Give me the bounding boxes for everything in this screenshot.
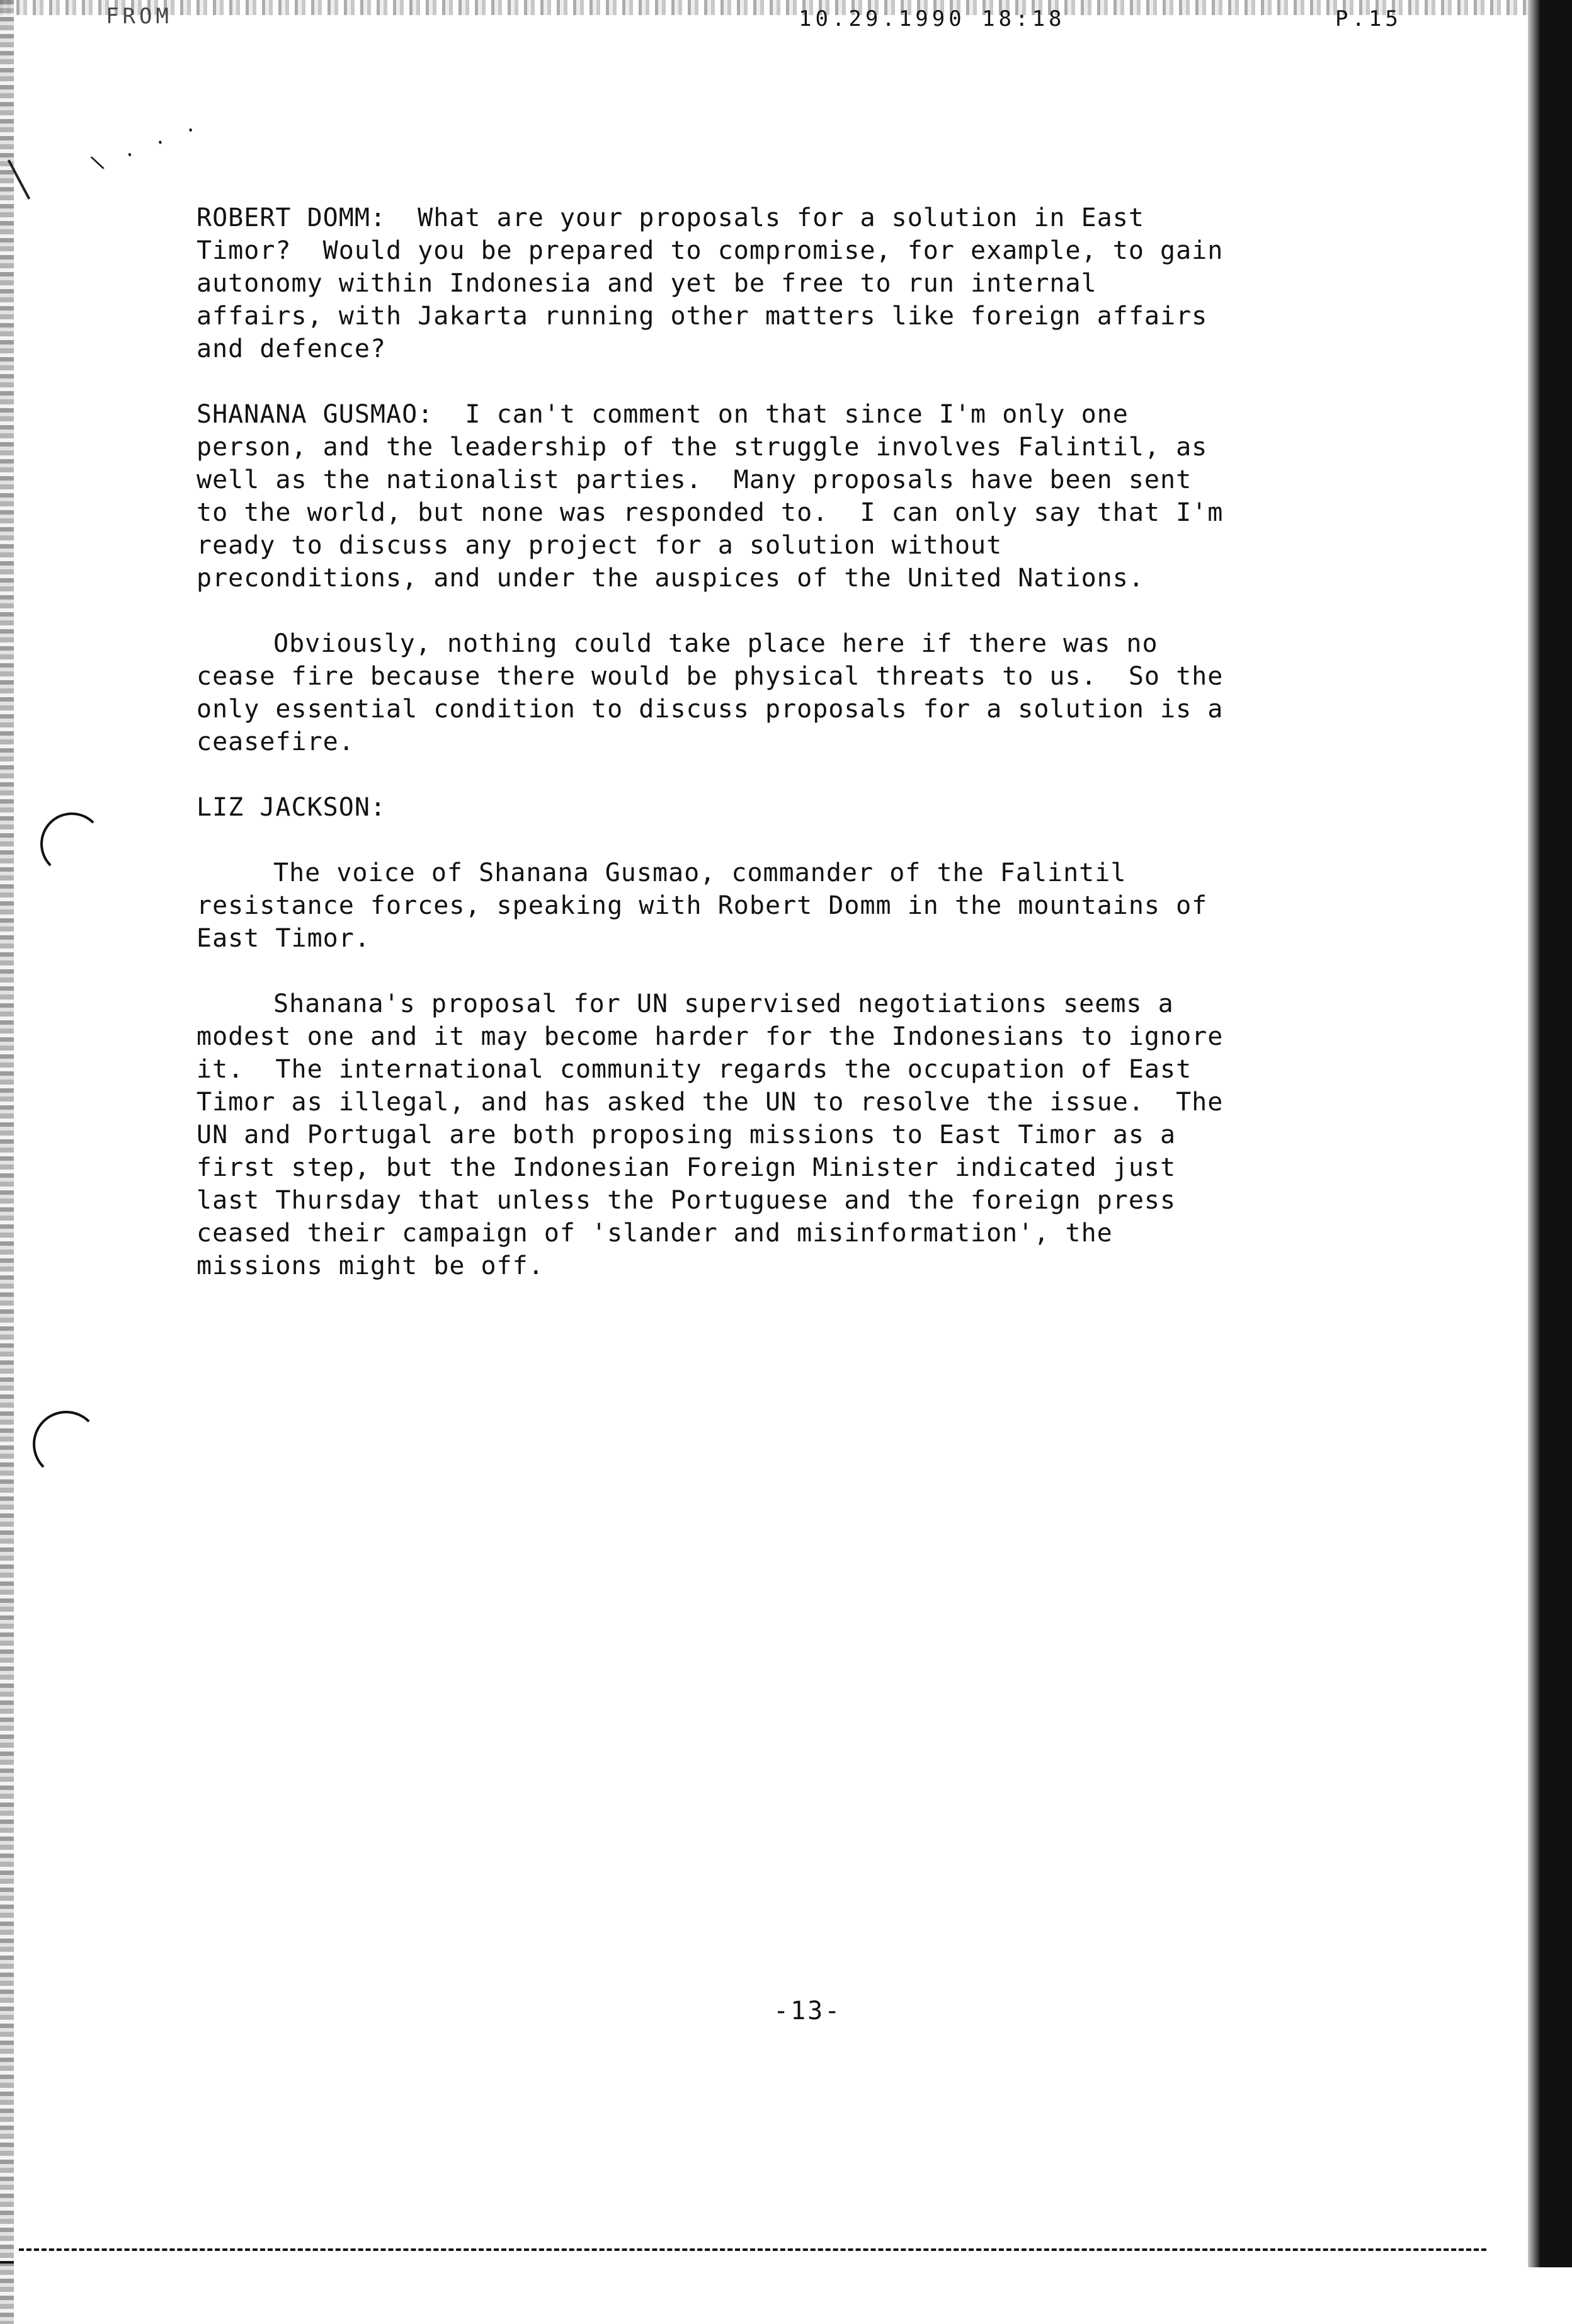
fax-header-date-time: 10.29.1990 18:18 xyxy=(799,6,1066,31)
speaker-label: SHANANA GUSMAO: xyxy=(196,400,434,429)
page-bottom-tick xyxy=(0,2261,14,2264)
scan-left-edge xyxy=(0,0,14,2324)
paragraph-gusmao-answer xyxy=(196,398,1456,595)
speaker-label: ROBERT DOMM: xyxy=(196,203,386,232)
paragraph-text: I can't comment on that since I'm only one person, and the leadership of the struggle involves Falintil, as well as the nationalist parties. Many proposals have been sent to the world, but none was responded to. I can only say that I'm ready to discuss any project for a solution without preconditions, and under the auspices of the United Nations. xyxy=(196,400,1224,593)
paragraph-text: What are your proposals for a solution in East Timor? Would you be prepared to compromise, for example, to gain autonomy within Indonesia and yet be free to run internal affairs, with Jakarta running other matters like foreign affairs and defence? xyxy=(196,203,1224,363)
margin-dot-marks: \ . . . xyxy=(88,111,203,175)
fax-header-page: P.15 xyxy=(1335,6,1402,31)
paragraph-un-proposal xyxy=(196,988,1456,1282)
paragraph-voice-of-gusmao xyxy=(196,857,1456,955)
paragraph-jackson-label xyxy=(196,791,1456,824)
fax-header xyxy=(0,0,1572,33)
punch-hole-lower xyxy=(33,1411,100,1478)
paragraph-domm-question xyxy=(196,202,1456,365)
speaker-label: LIZ JACKSON: xyxy=(196,793,386,822)
transcript-body xyxy=(196,202,1456,1315)
punch-hole-upper xyxy=(40,812,103,875)
paragraph-text: Obviously, nothing could take place here if there was no cease fire because there would be physical threats to us. So the only essential condition to discuss proposals for a solution is a ceasefire. xyxy=(196,629,1224,756)
scan-right-edge xyxy=(1528,0,1572,2267)
fax-header-from: FROM xyxy=(106,4,173,29)
page-bottom-dashed-rule xyxy=(19,2248,1486,2251)
paragraph-text: Shanana's proposal for UN supervised negotiations seems a modest one and it may become harder for the Indonesians to ignore it. The international community regards the occupation of East Timor as illegal, and has asked the UN to resolve the issue. The UN and Portugal are both proposing missions to East Timor as a first step, but the Indonesian Foreign Minister indicated just last Thursday that unless the Portuguese and the foreign press ceased their campaign of 'slander and misinformation', the missions might be off. xyxy=(196,989,1224,1280)
paragraph-text: The voice of Shanana Gusmao, commander of the Falintil resistance forces, speaking with Robert Domm in the mountains of East Timor. xyxy=(196,858,1208,953)
page-number: -13- xyxy=(773,1996,842,2025)
paragraph-ceasefire xyxy=(196,627,1456,758)
